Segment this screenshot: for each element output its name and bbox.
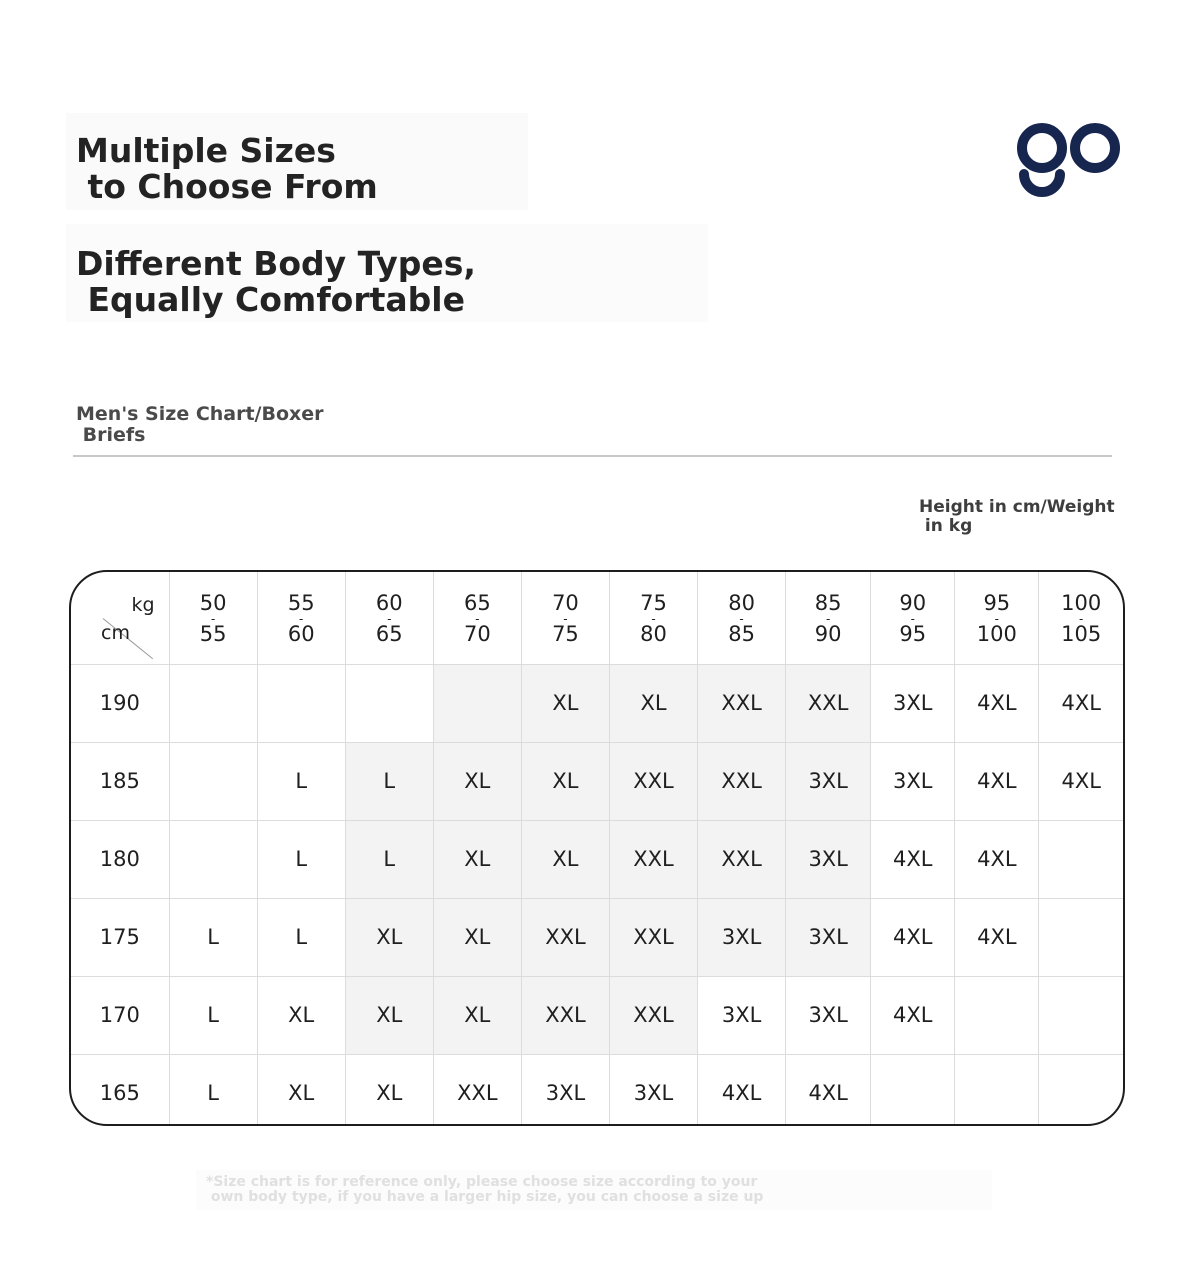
size-cell (257, 664, 345, 742)
weight-range-to: 95 (899, 621, 927, 646)
size-cell: 4XL (955, 820, 1039, 898)
size-cell: L (169, 898, 257, 976)
weight-range-to: 105 (1061, 621, 1102, 646)
divider (73, 455, 1112, 457)
size-cell: XXL (609, 976, 697, 1054)
size-cell: 3XL (698, 898, 786, 976)
size-cell: XXL (698, 664, 786, 742)
weight-range-header (609, 572, 697, 664)
size-cell: XXL (698, 742, 786, 820)
size-cell: XXL (698, 820, 786, 898)
size-cell: XXL (609, 820, 697, 898)
weight-range-from: 75 (640, 590, 667, 615)
range-separator: - (910, 611, 915, 626)
size-cell: 3XL (609, 1054, 697, 1126)
size-cell: L (257, 742, 345, 820)
size-cell: 3XL (786, 742, 871, 820)
range-separator: - (1079, 611, 1084, 626)
size-cell: XXL (786, 664, 871, 742)
size-cell (1039, 820, 1123, 898)
weight-range-header (698, 572, 786, 664)
weight-range-to: 75 (552, 621, 579, 646)
weight-header-row (71, 572, 1123, 664)
size-cell: 3XL (871, 742, 955, 820)
weight-range-header (1039, 572, 1123, 664)
weight-range (463, 590, 491, 646)
size-cell (955, 1054, 1039, 1126)
chart-subtitle-line: Men's Size Chart/Boxer (76, 403, 324, 425)
main-heading (76, 133, 378, 205)
main-heading-line: Multiple Sizes (76, 131, 336, 170)
height-row (71, 976, 1123, 1054)
size-cell (1039, 976, 1123, 1054)
weight-range-to: 65 (375, 621, 403, 646)
weight-range-header (955, 572, 1039, 664)
size-cell: XL (345, 898, 433, 976)
height-label: 190 (71, 664, 169, 742)
size-cell: XL (609, 664, 697, 742)
weight-range-from: 70 (552, 590, 579, 615)
weight-range (814, 590, 842, 646)
weight-range-header (257, 572, 345, 664)
chart-subtitle (76, 404, 324, 446)
size-cell (955, 976, 1039, 1054)
footnote-line: *Size chart is for reference only, please choose size according to your (206, 1174, 758, 1190)
size-cell: XXL (521, 898, 609, 976)
size-cell: XL (433, 976, 521, 1054)
size-cell: XXL (609, 898, 697, 976)
weight-range-to: 90 (814, 621, 842, 646)
size-cell: 4XL (1039, 664, 1123, 742)
height-row (71, 898, 1123, 976)
size-cell: 4XL (955, 898, 1039, 976)
size-cell: 4XL (786, 1054, 871, 1126)
weight-range-from: 50 (199, 590, 227, 615)
size-cell: XL (433, 742, 521, 820)
units-note-line: Height in cm/Weight (919, 497, 1115, 517)
size-cell: XL (521, 664, 609, 742)
weight-range-header (433, 572, 521, 664)
weight-range (287, 590, 315, 646)
size-cell (169, 664, 257, 742)
size-cell (169, 742, 257, 820)
size-cell: L (345, 742, 433, 820)
weight-range (728, 590, 755, 646)
weight-range-to: 85 (728, 621, 755, 646)
size-cell: XL (433, 820, 521, 898)
size-cell (1039, 898, 1123, 976)
weight-range-header (521, 572, 609, 664)
size-cell: XL (345, 976, 433, 1054)
size-cell: 4XL (955, 664, 1039, 742)
secondary-heading-line: Equally Comfortable (76, 280, 465, 319)
main-heading-line: to Choose From (76, 167, 378, 206)
weight-range-to: 80 (640, 621, 667, 646)
units-note-line: in kg (919, 516, 973, 536)
size-cell: XL (521, 820, 609, 898)
weight-range-header (345, 572, 433, 664)
size-cell: L (169, 1054, 257, 1126)
weight-range (640, 590, 667, 646)
size-cell: 4XL (871, 820, 955, 898)
weight-range (899, 590, 927, 646)
size-cell: XL (345, 1054, 433, 1126)
range-separator: - (563, 611, 568, 626)
size-cell: XXL (521, 976, 609, 1054)
weight-range (199, 590, 227, 646)
height-label: 170 (71, 976, 169, 1054)
size-cell: 3XL (786, 820, 871, 898)
range-separator: - (825, 611, 831, 626)
weight-range-from: 80 (728, 590, 755, 615)
size-cell: 3XL (698, 976, 786, 1054)
weight-range (375, 590, 403, 646)
size-cell: 3XL (871, 664, 955, 742)
size-cell: L (345, 820, 433, 898)
range-separator: - (299, 611, 304, 626)
range-separator: - (994, 611, 999, 626)
range-separator: - (651, 611, 656, 626)
size-cell: 3XL (521, 1054, 609, 1126)
weight-range-from: 90 (899, 590, 927, 615)
size-cell: 4XL (698, 1054, 786, 1126)
size-cell: XL (521, 742, 609, 820)
weight-range-from: 55 (287, 590, 315, 615)
weight-range-from: 95 (983, 590, 1011, 615)
size-cell: L (169, 976, 257, 1054)
weight-range-header (786, 572, 871, 664)
size-cell: XL (257, 1054, 345, 1126)
corner-cell (71, 572, 169, 664)
weight-range-to: 100 (976, 621, 1017, 646)
weight-range-from: 85 (814, 590, 842, 615)
size-cell: 3XL (786, 976, 871, 1054)
units-note (919, 498, 1115, 536)
weight-range (552, 590, 579, 646)
height-label: 175 (71, 898, 169, 976)
size-cell (871, 1054, 955, 1126)
size-cell: XL (433, 898, 521, 976)
secondary-heading-line: Different Body Types, (76, 244, 476, 283)
height-row (71, 742, 1123, 820)
weight-range (976, 590, 1017, 646)
weight-range-to: 55 (199, 621, 227, 646)
footnote (196, 1170, 992, 1210)
size-cell: 4XL (1039, 742, 1123, 820)
weight-range-from: 100 (1061, 590, 1102, 615)
range-separator: - (210, 611, 216, 626)
size-chart-table (69, 570, 1125, 1126)
size-cell: 3XL (786, 898, 871, 976)
size-cell: 4XL (955, 742, 1039, 820)
height-unit-label: cm (101, 622, 130, 644)
size-cell (169, 820, 257, 898)
footnote-line: own body type, if you have a larger hip size, you can choose a size up (206, 1189, 764, 1205)
weight-unit-label: kg (131, 594, 155, 616)
size-cell (1039, 1054, 1123, 1126)
size-cell (345, 664, 433, 742)
height-label: 185 (71, 742, 169, 820)
height-label: 165 (71, 1054, 169, 1126)
range-separator: - (475, 611, 480, 626)
size-cell: 4XL (871, 976, 955, 1054)
weight-range-header (169, 572, 257, 664)
chart-subtitle-line: Briefs (76, 424, 146, 446)
height-label: 180 (71, 820, 169, 898)
range-separator: - (739, 611, 744, 626)
size-cell: XXL (433, 1054, 521, 1126)
weight-range-to: 70 (463, 621, 491, 646)
weight-range-header (871, 572, 955, 664)
height-row (71, 1054, 1123, 1126)
weight-range-from: 65 (463, 590, 491, 615)
size-cell: L (257, 898, 345, 976)
height-row (71, 820, 1123, 898)
size-cell: XXL (609, 742, 697, 820)
go-logo-icon (1015, 118, 1127, 200)
weight-range-from: 60 (375, 590, 403, 615)
size-cell (433, 664, 521, 742)
range-separator: - (387, 611, 392, 626)
size-cell: XL (257, 976, 345, 1054)
weight-range (1061, 590, 1102, 646)
weight-range-to: 60 (287, 621, 315, 646)
height-row (71, 664, 1123, 742)
size-cell: L (257, 820, 345, 898)
secondary-heading (76, 246, 476, 318)
size-cell: 4XL (871, 898, 955, 976)
